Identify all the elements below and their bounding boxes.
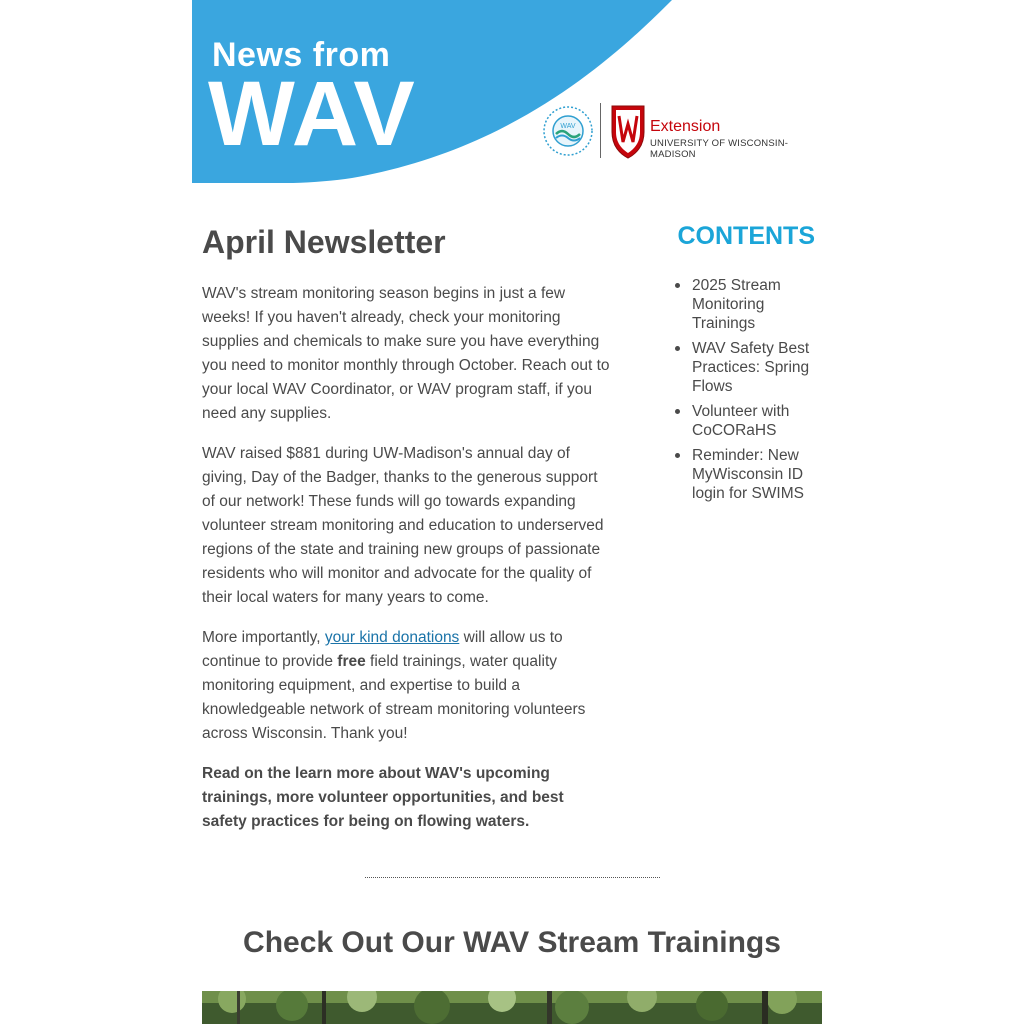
wav-logo-icon — [542, 100, 598, 162]
contents-item-cocorahs[interactable] — [662, 402, 822, 440]
donations-text-a: More importantly, — [202, 629, 325, 646]
bullet-icon — [675, 346, 680, 351]
bullet-icon — [675, 283, 680, 288]
contents-item-safety[interactable] — [662, 339, 822, 396]
donations-link[interactable]: your kind donations — [324, 629, 460, 646]
bullet-icon — [675, 409, 680, 414]
donations-text-c: field trainings, water quality monitoring equipment, and expertise to build a knowledgeable network of stream monitoring volunteers across Wisconsin. Thank you! — [202, 653, 586, 742]
partner-logos[interactable] — [542, 100, 822, 162]
logo-divider — [600, 103, 601, 158]
header-banner — [192, 0, 832, 183]
contents-item-trainings[interactable] — [662, 276, 822, 333]
stream-photo — [202, 991, 822, 1024]
free-emphasis: free — [337, 653, 366, 670]
donations-text-b: will allow us to continue to provide — [202, 629, 563, 670]
forest-image — [202, 991, 822, 1024]
uw-crest-icon — [608, 102, 648, 160]
intro-paragraph: WAV's stream monitoring season begins in just a few weeks! If you haven't already, check your monitoring supplies and chemicals to make sure you have everything you need to monitor monthly through October. Reach out to your local WAV Coordinator, or WAV program staff, if you need any supplies. — [202, 285, 610, 422]
fundraising-paragraph: WAV raised $881 during UW-Madison's annual day of giving, Day of the Badger, thanks to the generous support of our network! These funds will go towards expanding volunteer stream monitoring and education to underserved regions of the state and training new groups of passionate residents who will monitor and advocate for the quality of their local waters for many years to come. — [202, 445, 604, 606]
newsletter-container — [192, 0, 832, 1024]
bullet-icon — [675, 453, 680, 458]
main-content — [202, 222, 612, 830]
university-label: UNIVERSITY OF WISCONSIN-MADISON — [650, 138, 789, 160]
extension-label: Extension — [650, 118, 721, 135]
page-title: April Newsletter — [202, 224, 446, 260]
contents-sidebar — [662, 218, 822, 502]
contents-item-label: 2025 Stream Monitoring Trainings — [692, 277, 781, 332]
contents-list — [662, 276, 822, 509]
contents-item-swims[interactable] — [662, 446, 822, 503]
section-divider — [365, 877, 660, 878]
banner-title: WAV — [208, 63, 417, 165]
contents-item-label: Reminder: New MyWisconsin ID login for SWIMS — [692, 447, 804, 502]
contents-item-label: Volunteer with CoCORaHS — [692, 403, 790, 439]
contents-title: CONTENTS — [677, 222, 815, 250]
wav-badge-text: WAV — [560, 123, 576, 130]
banner-subtitle: News from — [212, 36, 391, 74]
contents-item-label: WAV Safety Best Practices: Spring Flows — [692, 340, 810, 395]
read-on-paragraph: Read on the learn more about WAV's upcoming trainings, more volunteer opportunities, and best safety practices for being on flowing waters. — [202, 765, 564, 830]
donations-paragraph — [202, 626, 612, 746]
trainings-heading: Check Out Our WAV Stream Trainings — [243, 926, 781, 959]
